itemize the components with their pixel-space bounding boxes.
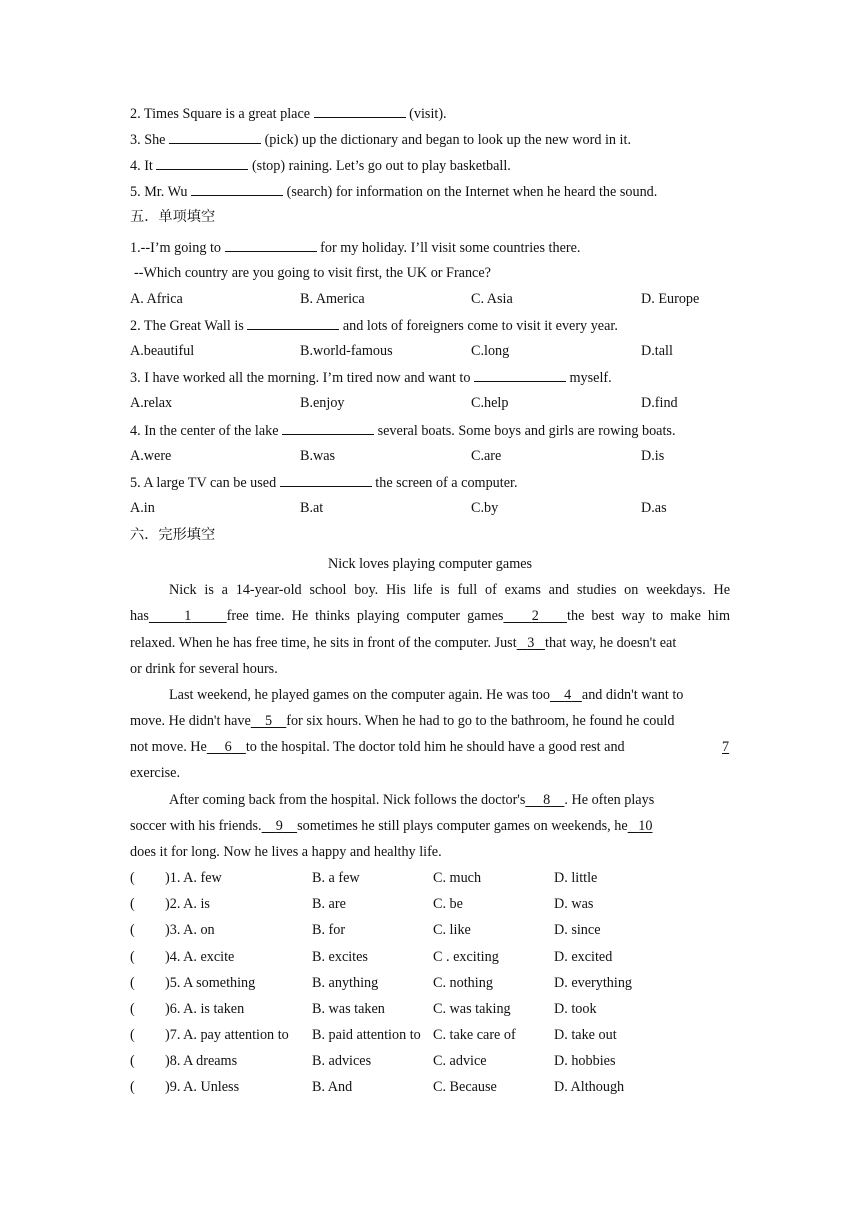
option-b[interactable]: B. for [312, 922, 346, 938]
answer-blank[interactable] [474, 368, 566, 382]
blank-number: 7 [722, 739, 730, 755]
answer-paren[interactable]: ( [130, 1027, 135, 1043]
passage-text: relaxed. When he has free time, he sits in front of the computer. Just [130, 635, 517, 651]
question-text: 3. I have worked all the morning. I’m tired now and want to [130, 370, 474, 386]
answer-paren[interactable]: ( [130, 922, 135, 938]
question-text: 5. Mr. Wu [130, 184, 192, 200]
answer-blank[interactable] [282, 421, 374, 435]
option-a[interactable]: A.in [130, 500, 155, 516]
option-c[interactable]: C.long [471, 343, 510, 359]
question-text: 1.--I’m going to [130, 240, 225, 256]
option-a[interactable]: A.relax [130, 395, 173, 411]
option-d[interactable]: D. everything [554, 975, 633, 991]
question-text: 2. The Great Wall is [130, 318, 248, 334]
option-a[interactable]: )1. A. few [165, 870, 222, 886]
passage-text: that way, he doesn't eat [545, 635, 677, 651]
blank-number: 2 [531, 608, 539, 624]
question-text: and lots of foreigners come to visit it every year. [339, 318, 618, 334]
s5-question-1-followup: --Which country are you going to visit first, the UK or France? [134, 265, 491, 281]
option-c[interactable]: C. like [433, 922, 471, 938]
option-a[interactable]: )9. A. Unless [165, 1079, 240, 1095]
cloze-blank-5[interactable] [251, 713, 286, 729]
s5-question-5 [130, 473, 730, 492]
cloze-blank-6[interactable] [207, 739, 246, 755]
s4-question-5 [130, 182, 730, 201]
option-b[interactable]: B. excites [312, 949, 368, 965]
passage-line: exercise. [130, 765, 181, 781]
s5-question-4 [130, 421, 730, 440]
cloze-blank-2[interactable] [503, 608, 567, 624]
option-a[interactable]: )7. A. pay attention to [165, 1027, 289, 1043]
cloze-blank-10[interactable] [628, 818, 653, 834]
option-d[interactable]: D. hobbies [554, 1053, 616, 1069]
option-a[interactable]: A. Africa [130, 291, 183, 307]
answer-paren[interactable]: ( [130, 896, 135, 912]
answer-paren[interactable]: ( [130, 975, 135, 991]
option-a[interactable]: A.were [130, 448, 172, 464]
option-c[interactable]: C. nothing [433, 975, 493, 991]
passage-title: Nick loves playing computer games [327, 556, 533, 572]
answer-blank[interactable] [314, 104, 406, 118]
option-b[interactable]: B. are [312, 896, 346, 912]
blank-number: 6 [224, 739, 232, 755]
passage-line [130, 634, 730, 652]
option-b[interactable]: B. advices [312, 1053, 372, 1069]
answer-blank[interactable] [225, 238, 317, 252]
cloze-blank-4[interactable] [550, 687, 582, 703]
option-a[interactable]: )2. A. is [165, 896, 210, 912]
s4-question-4 [130, 156, 730, 175]
option-c[interactable]: C.by [471, 500, 499, 516]
option-b[interactable]: B.was [300, 448, 336, 464]
question-text: 4. It [130, 158, 157, 174]
cloze-blank-3[interactable] [517, 635, 545, 651]
passage-line: does it for long. Now he lives a happy and healthy life. [130, 844, 442, 860]
answer-blank[interactable] [191, 182, 283, 196]
passage-line [130, 712, 730, 730]
question-text: (pick) up the dictionary and began to look up the new word in it. [261, 132, 631, 148]
option-c[interactable]: C. take care of [433, 1027, 516, 1043]
option-a[interactable]: )3. A. on [165, 922, 215, 938]
passage-line [130, 817, 730, 835]
question-text: the screen of a computer. [371, 475, 518, 491]
option-d[interactable]: D. excited [554, 949, 613, 965]
option-d[interactable]: D. take out [554, 1027, 617, 1043]
option-d[interactable]: D. since [554, 922, 601, 938]
option-c[interactable]: C. Because [433, 1079, 497, 1095]
passage-text: soccer with his friends. [130, 818, 262, 834]
option-b[interactable]: B. paid attention to [312, 1027, 421, 1043]
passage-text: After coming back from the hospital. Nick follows the doctor's [169, 792, 526, 808]
blank-number: 5 [264, 713, 273, 729]
blank-number: 9 [275, 818, 283, 834]
option-a[interactable]: )5. A something [165, 975, 256, 991]
option-d[interactable]: D. took [554, 1001, 597, 1017]
section-6-heading: 六．完形填空 [130, 527, 216, 543]
option-b[interactable]: B. America [300, 291, 365, 307]
option-d[interactable]: D.find [641, 395, 678, 411]
answer-blank[interactable] [169, 130, 261, 144]
blank-number: 10 [638, 818, 653, 834]
answer-paren[interactable]: ( [130, 1053, 135, 1069]
s5-question-1 [130, 238, 730, 257]
passage-text: has [130, 608, 149, 624]
blank-number: 4 [564, 687, 572, 703]
option-d[interactable]: D. was [554, 896, 594, 912]
passage-text: and didn't want to [581, 687, 684, 703]
passage-text: sometimes he still plays computer games on weekends, he [297, 818, 628, 834]
option-c[interactable]: C.help [471, 395, 509, 411]
option-d[interactable]: D. Although [554, 1079, 625, 1095]
option-b[interactable]: B. was taken [312, 1001, 385, 1017]
option-c[interactable]: C. advice [433, 1053, 487, 1069]
answer-paren[interactable]: ( [130, 870, 135, 886]
passage-text: the best way to make him [567, 608, 730, 624]
s4-question-2 [130, 104, 730, 123]
answer-blank[interactable] [156, 156, 248, 170]
option-d[interactable]: D. little [554, 870, 598, 886]
cloze-blank-8[interactable] [525, 792, 564, 808]
s4-question-3 [130, 130, 730, 149]
option-d[interactable]: D.as [641, 500, 667, 516]
option-c[interactable]: C. was taking [433, 1001, 511, 1017]
option-a[interactable]: A.beautiful [130, 343, 195, 359]
option-b[interactable]: B.world-famous [300, 343, 393, 359]
option-b[interactable]: B.enjoy [300, 395, 345, 411]
answer-blank[interactable] [247, 316, 339, 330]
passage-text: . He often plays [564, 792, 655, 808]
passage-line [130, 738, 730, 756]
question-text: (search) for information on the Internet when he heard the sound. [283, 184, 658, 200]
option-c[interactable]: C. much [433, 870, 482, 886]
blank-number: 1 [184, 608, 192, 624]
s5-question-3 [130, 368, 730, 387]
option-c[interactable]: C . exciting [433, 949, 499, 965]
blank-number: 3 [527, 635, 535, 651]
question-text: myself. [565, 370, 612, 386]
option-c[interactable]: C. Asia [471, 291, 513, 307]
passage-text: to the hospital. The doctor told him he should have a good rest and [245, 739, 625, 755]
question-text: 3. She [130, 132, 170, 148]
option-c[interactable]: C.are [471, 448, 502, 464]
question-text: several boats. Some boys and girls are rowing boats. [374, 423, 676, 439]
option-c[interactable]: C. be [433, 896, 463, 912]
option-b[interactable]: B.at [300, 500, 324, 516]
passage-line: or drink for several hours. [130, 661, 278, 677]
answer-paren[interactable]: ( [130, 949, 135, 965]
option-b[interactable]: B. And [312, 1079, 353, 1095]
cloze-blank-1[interactable] [149, 608, 227, 624]
cloze-blank-9[interactable] [262, 818, 297, 834]
passage-text: for six hours. When he had to go to the bathroom, he found he could [286, 713, 675, 729]
question-text: 4. In the center of the lake [130, 423, 283, 439]
passage-text: free time. He thinks playing computer games [226, 608, 504, 624]
passage-text: Last weekend, he played games on the computer again. He was too [169, 687, 550, 703]
question-text: 2. Times Square is a great place [130, 106, 314, 122]
question-text: for my holiday. I’ll visit some countries there. [316, 240, 581, 256]
question-text: (stop) raining. Let’s go out to play basketball. [248, 158, 511, 174]
option-b[interactable]: B. anything [312, 975, 379, 991]
blank-number: 8 [543, 792, 551, 808]
passage-line [169, 686, 730, 704]
question-text: 5. A large TV can be used [130, 475, 280, 491]
answer-blank[interactable] [280, 473, 372, 487]
option-d[interactable]: D. Europe [641, 291, 700, 307]
passage-line [169, 791, 730, 809]
s5-question-2 [130, 316, 730, 335]
question-text: (visit). [405, 106, 447, 122]
option-a[interactable]: )8. A dreams [165, 1053, 238, 1069]
passage-line [130, 607, 730, 625]
passage-text: not move. He [130, 739, 207, 755]
answer-paren[interactable]: ( [130, 1001, 135, 1017]
option-a[interactable]: )4. A. excite [165, 949, 235, 965]
option-a[interactable]: )6. A. is taken [165, 1001, 245, 1017]
passage-line: Nick is a 14-year-old school boy. His life is full of exams and studies on weekdays. He [169, 582, 730, 598]
section-5-heading: 五．单项填空 [130, 209, 216, 225]
passage-text: move. He didn't have [130, 713, 251, 729]
option-b[interactable]: B. a few [312, 870, 360, 886]
option-d[interactable]: D.tall [641, 343, 673, 359]
cloze-blank-7[interactable] [722, 738, 732, 756]
option-d[interactable]: D.is [641, 448, 665, 464]
answer-paren[interactable]: ( [130, 1079, 135, 1095]
